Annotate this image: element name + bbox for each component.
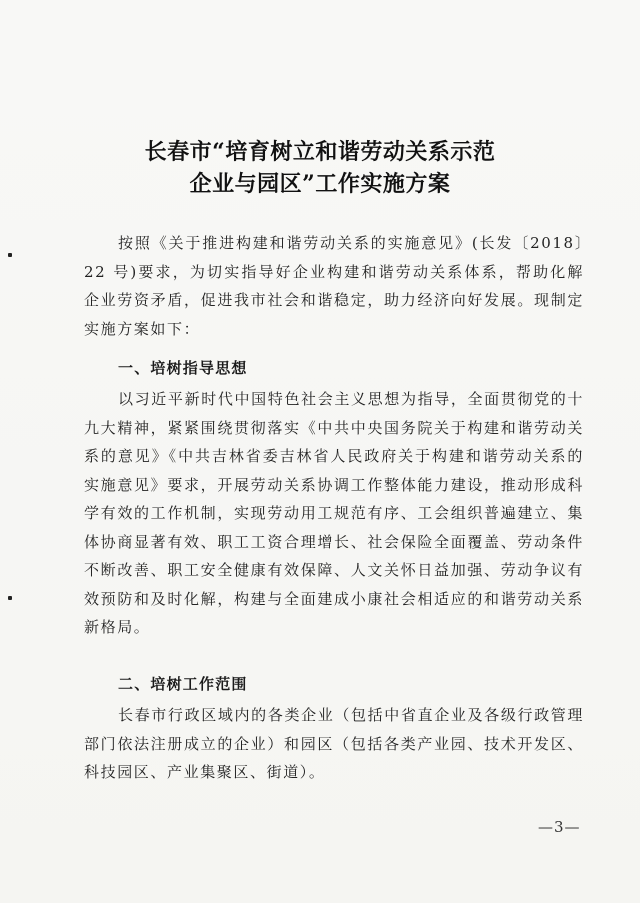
scan-mark	[8, 596, 12, 600]
document-title-line-2: 企业与园区”工作实施方案	[189, 171, 451, 197]
section-1-heading: 一、培树指导思想	[118, 359, 248, 377]
intro-text: 按照《关于推进构建和谐劳动关系的实施意见》(长发〔2018〕22 号)要求，为切实指导好企业构建和谐劳动关系体系，帮助化解企业劳资矛盾，促进我市社会和谐稳定，助力经济向好发展。现制定实施方案如下：	[84, 234, 584, 338]
scan-mark	[8, 253, 12, 257]
intro-paragraph	[84, 229, 584, 343]
section-1-paragraph	[84, 385, 584, 642]
section-2-text: 长春市行政区域内的各类企业（包括中省直企业及各级行政管理部门依法注册成立的企业）和园区（包括各类产业园、技术开发区、科技园区、产业集聚区、街道）。	[84, 706, 584, 781]
document-title-line-1: 长春市“培育树立和谐劳动关系示范	[144, 139, 496, 165]
section-1-text: 以习近平新时代中国特色社会主义思想为指导，全面贯彻党的十九大精神，紧紧围绕贯彻落实《中共中央国务院关于构建和谐劳动关系的意见》《中共吉林省委吉林省人民政府关于构建和谐劳动关系的实施意见》要求，开展劳动关系协调工作整体能力建设，推动形成科学有效的工作机制，实现劳动用工规范有序、工会组织普遍建立、集体协商显著有效、职工工资合理增长、社会保险全面覆盖、劳动条件不断改善、职工安全健康有效保障、人文关怀日益加强、劳动争议有效预防和及时化解，构建与全面建成小康社会相适应的和谐劳动关系新格局。	[84, 390, 584, 636]
page-number: —3—	[538, 818, 581, 836]
section-2-paragraph	[84, 701, 584, 787]
section-2-heading: 二、培树工作范围	[118, 675, 248, 693]
